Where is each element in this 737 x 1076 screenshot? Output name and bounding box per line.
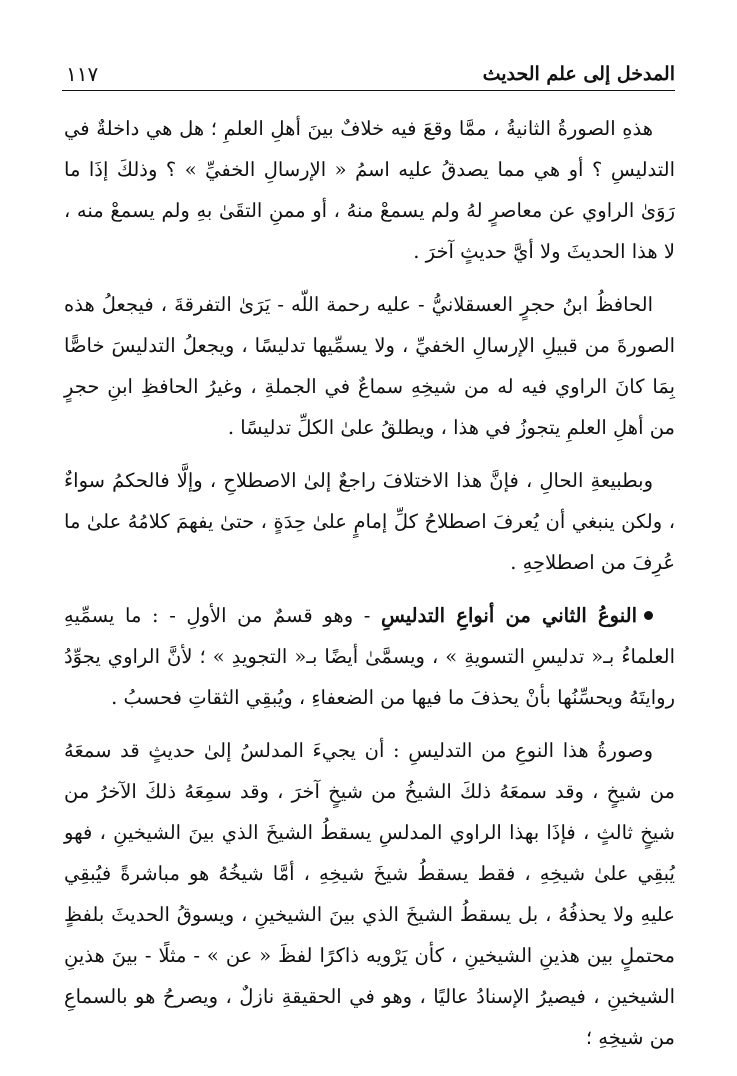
paragraph	[64, 595, 675, 718]
header-rule	[62, 90, 675, 91]
body-text	[64, 108, 675, 1070]
page-number: ١١٧	[66, 62, 99, 86]
paragraph-text: - وهو قسمٌ من الأولِ - : ما يسمِّيهِ العلماءُ بـ« تدليسِ التسويةِ » ، ويسمَّىٰ أيضًا بـ« التجويدِ » ؛ لأنَّ الراوي يجوِّدُ روايتَهُ ويحسِّنُها بأنْ يحذفَ ما فيها من الضعفاءِ ، ويُبقِي الثقاتِ فحسبُ .	[64, 604, 675, 709]
paragraph: وصورةُ هذا النوعِ من التدليسِ : أن يجيءَ المدلسُ إلىٰ حديثٍ قد سمعَهُ من شيخٍ ، وقد سمعَهُ ذلكَ الشيخُ من شيخٍ آخرَ ، وقد سمِعَهُ ذلكَ الآخرُ من شيخٍ ثالثٍ ، فإذَا بهذا الراوي المدلسِ يسقطُ الشيخَ الذي بينَ الشيخينِ ، فهو يُبقِي علىٰ شيخِهِ ، فقط يسقطُ شيخَ شيخِهِ ، أمَّا شيخُهُ هو مباشرةً فيُبقِي عليهِ ولا يحذفُهُ ، بل يسقطُ الشيخَ الذي بينَ الشيخينِ ، ويسوقُ الحديثَ بلفظٍ محتملٍ بين هذينِ الشيخينِ ، كأن يَرْويه ذاكرًا لفظَ « عن » - مثلًا - بينَ هذينِ الشيخينِ ، فيصيرُ الإسنادُ عاليًا ، وهو في الحقيقةِ نازلٌ ، ويصرحُ هو بالسماعِ من شيخِهِ ؛	[64, 739, 675, 1049]
running-title: المدخل إلى علم الحديث	[482, 63, 675, 85]
paragraph: هذهِ الصورةُ الثانيةُ ، ممَّا وقعَ فيه خلافٌ بينَ أهلِ العلمِ ؛ هل هي داخلةٌ في التدليسِ ؟ أو هي مما يصدقُ عليه اسمُ « الإرسالِ الخفيِّ » ؟ وذلكَ إذَا ما رَوَىٰ الراوي عن معاصرٍ لهُ ولم يسمعْ منهُ ، أو ممنِ التقَىٰ بهِ ولم يسمعْ منه ، لا هذا الحديثَ ولا أيَّ حديثٍ آخرَ .	[64, 117, 675, 263]
page-header	[66, 52, 675, 86]
section-heading: النوعُ الثاني من أنواعِ التدليسِ	[380, 604, 637, 627]
paragraph: الحافظُ ابنُ حجرٍ العسقلانيُّ - عليه رحمة اللّه - يَرَىٰ التفرقةَ ، فيجعلُ هذه الصورةَ من قبيلِ الإرسالِ الخفيِّ ، ولا يسمِّيها تدليسًا ، ويجعلُ التدليسَ خاصًّا بِمَا كانَ الراوي فيه له من شيخِهِ سماعٌ في الجملةِ ، وغيرُ الحافظِ ابنِ حجرٍ من أهلِ العلمِ يتجوزُ في هذا ، ويطلقُ علىٰ الكلِّ تدليسًا .	[64, 293, 675, 439]
bullet-icon	[644, 611, 653, 620]
paragraph: وبطبيعةِ الحالِ ، فإنَّ هذا الاختلافَ راجعٌ إلىٰ الاصطلاحِ ، وإلَّا فالحكمُ سواءٌ ، ولكن ينبغي أن يُعرفَ اصطلاحُ كلِّ إمامٍ علىٰ حِدَةٍ ، حتىٰ يفهمَ كلامُهُ علىٰ ما عُرِفَ من اصطلاحِهِ .	[64, 469, 675, 574]
